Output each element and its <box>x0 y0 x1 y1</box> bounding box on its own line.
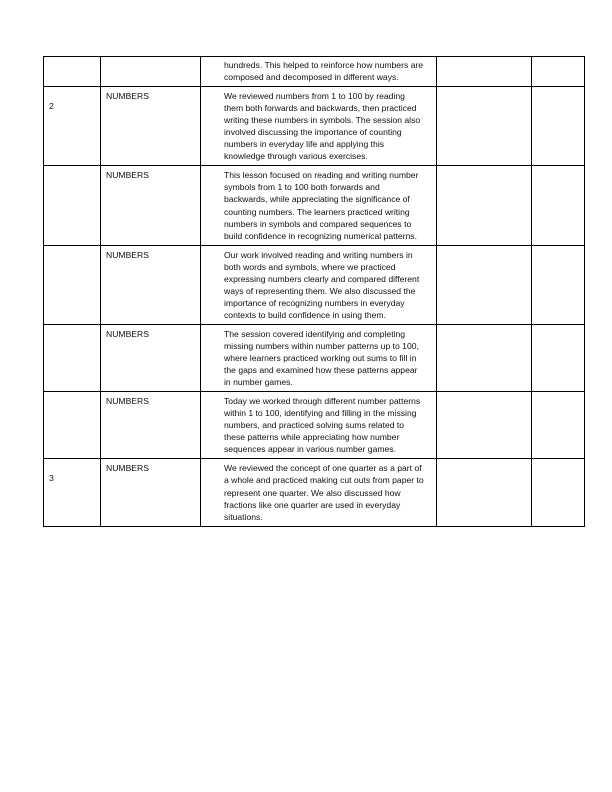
week-cell <box>44 324 101 391</box>
empty-cell <box>532 392 585 459</box>
empty-cell <box>437 87 532 166</box>
description-text: This lesson focused on reading and writing number symbols from 1 to 100 both forwards and backwards, while appreciating the significance of counting numbers. The learners practiced writing numbers in symbols and compared sequences to build confidence in recognizing numerical patterns. <box>224 170 419 241</box>
topic-cell <box>101 392 201 459</box>
week-number: 3 <box>49 473 54 484</box>
empty-cell <box>532 245 585 324</box>
week-cell <box>44 57 101 87</box>
topic-cell <box>101 87 201 166</box>
empty-cell <box>532 57 585 87</box>
topic-text <box>101 57 200 60</box>
week-number <box>44 392 100 405</box>
empty-cell <box>437 459 532 526</box>
description-cell <box>201 392 437 459</box>
topic-text: NUMBERS <box>106 328 149 339</box>
topic-cell <box>101 459 201 526</box>
week-cell <box>44 392 101 459</box>
empty-cell <box>437 392 532 459</box>
description-text: The session covered identifying and completing missing numbers within number patterns up to 100, where learners practiced working out sums to fill in the gaps and examined how these patterns appear in number games. <box>224 328 419 388</box>
empty-cell <box>437 245 532 324</box>
topic-text: NUMBERS <box>106 249 149 260</box>
table-row <box>44 87 585 166</box>
description-cell <box>201 459 437 526</box>
week-cell <box>44 245 101 324</box>
description-text: We reviewed numbers from 1 to 100 by reading them both forwards and backwards, then practiced writing these numbers in symbols. The session also involved discussing the importance of counting numbers in everyday life and applying this knowledge through various exercises. <box>224 91 421 162</box>
week-cell <box>44 459 101 526</box>
topic-cell <box>101 57 201 87</box>
topic-cell <box>101 166 201 245</box>
topic-text: NUMBERS <box>106 463 149 474</box>
table-row <box>44 324 585 391</box>
description-text: Our work involved reading and writing numbers in both words and symbols, where we practiced expressing numbers clearly and compared different ways of representing them. We also discussed the importance of recognizing numbers in everyday contexts to build confidence in using them. <box>224 249 420 320</box>
empty-cell <box>532 166 585 245</box>
week-number <box>44 166 100 179</box>
description-cell <box>201 324 437 391</box>
description-cell <box>201 57 437 87</box>
table-row <box>44 57 585 87</box>
topic-text: NUMBERS <box>106 396 149 407</box>
description-text: Today we worked through different number patterns within 1 to 100, identifying and filling in the missing numbers, and practiced solving sums related to these patterns while appreciating how number sequences appear in various number games. <box>224 396 421 455</box>
description-cell <box>201 245 437 324</box>
table-row <box>44 166 585 245</box>
description-text: hundreds. This helped to reinforce how numbers are composed and decomposed in different ways. <box>224 60 424 83</box>
week-number <box>44 57 100 70</box>
empty-cell <box>437 166 532 245</box>
topic-text: NUMBERS <box>106 170 149 181</box>
week-cell <box>44 166 101 245</box>
empty-cell <box>532 87 585 166</box>
description-text: We reviewed the concept of one quarter as a part of a whole and practiced making cut outs from paper to represent one quarter. We also discussed how fractions like one quarter are used in everyday situations. <box>224 463 424 522</box>
empty-cell <box>532 324 585 391</box>
table-row <box>44 245 585 324</box>
week-cell <box>44 87 101 166</box>
topic-text: NUMBERS <box>106 91 149 102</box>
week-number: 2 <box>49 101 54 112</box>
empty-cell <box>437 57 532 87</box>
description-cell <box>201 166 437 245</box>
topic-cell <box>101 324 201 391</box>
table-row <box>44 459 585 526</box>
week-number <box>44 246 100 259</box>
empty-cell <box>437 324 532 391</box>
empty-cell <box>532 459 585 526</box>
description-cell <box>201 87 437 166</box>
lesson-log-table <box>43 56 585 527</box>
topic-cell <box>101 245 201 324</box>
table-row <box>44 392 585 459</box>
week-number <box>44 325 100 338</box>
